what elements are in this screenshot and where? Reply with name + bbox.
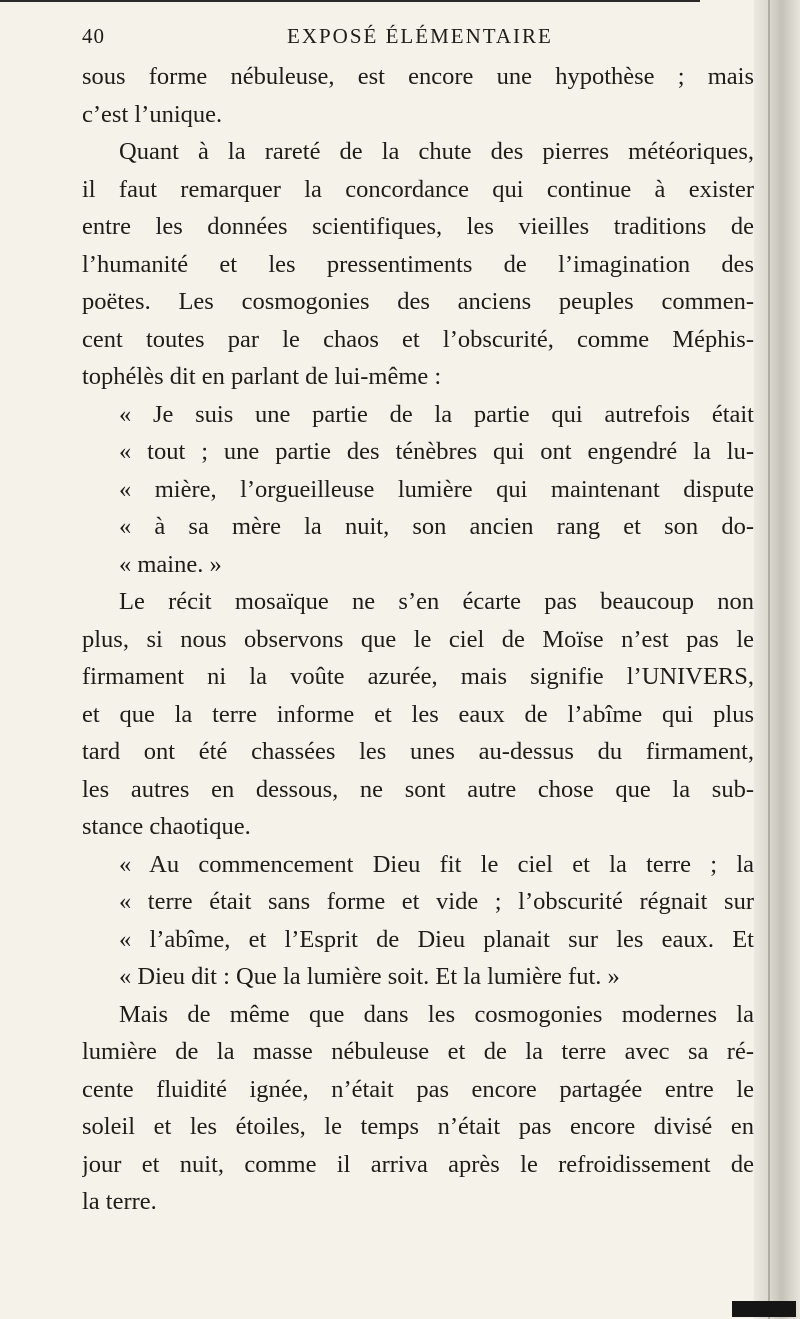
page-number: 40 xyxy=(82,24,105,48)
text-line: cent toutes par le chaos et l’obscurité, comme Méphis- xyxy=(82,325,754,353)
quote-line: « l’abîme, et l’Esprit de Dieu planait sur les eaux. Et xyxy=(119,925,754,953)
text-line: plus, si nous observons que le ciel de Moïse n’est pas le xyxy=(82,625,754,653)
text-line: Quant à la rareté de la chute des pierres météoriques, xyxy=(119,138,754,165)
text-line: sous forme nébuleuse, est encore une hypothèse ; mais xyxy=(82,63,754,90)
top-edge-rule xyxy=(0,0,700,2)
text-line: entre les données scientifiques, les vieilles traditions de xyxy=(82,213,754,240)
text-line: stance chaotique. xyxy=(82,813,251,840)
quote-line: « Au commencement Dieu fit le ciel et la terre ; la xyxy=(119,850,754,878)
text-line: tard ont été chassées les unes au-dessus du firmament, xyxy=(82,738,754,765)
text-line: firmament ni la voûte azurée, mais signifie l’UNIVERS, xyxy=(82,663,754,690)
text-line: Le récit mosaïque ne s’en écarte pas beaucoup non xyxy=(119,588,754,615)
quote-line: « Dieu dit : Que la lumière soit. Et la lumière fut. » xyxy=(119,963,620,990)
text-line: lumière de la masse nébuleuse et de la terre avec sa ré- xyxy=(82,1038,754,1065)
text-line: tophélès dit en parlant de lui-même : xyxy=(82,363,442,390)
quote-line: « terre était sans forme et vide ; l’obscurité régnait sur xyxy=(119,888,754,915)
page-gutter-shadow xyxy=(754,0,800,1319)
running-head: EXPOSÉ ÉLÉMENTAIRE xyxy=(287,24,553,48)
text-line: et que la terre informe et les eaux de l’abîme qui plus xyxy=(82,700,754,728)
quote-line: « à sa mère la nuit, son ancien rang et son do- xyxy=(119,513,754,540)
text-line: Mais de même que dans les cosmogonies modernes la xyxy=(119,1000,754,1028)
quote-line: « maine. » xyxy=(119,550,222,578)
body-text xyxy=(82,58,754,1221)
text-line: soleil et les étoiles, le temps n’était pas encore divisé en xyxy=(82,1113,754,1140)
text-line: il faut remarquer la concordance qui continue à exister xyxy=(82,175,754,203)
text-line: poëtes. Les cosmogonies des anciens peuples commen- xyxy=(82,288,754,315)
page-header xyxy=(82,24,754,54)
text-line: les autres en dessous, ne sont autre chose que la sub- xyxy=(82,775,754,803)
text-line: jour et nuit, comme il arriva après le refroidissement de xyxy=(82,1150,754,1178)
scan-corner-mark xyxy=(732,1301,796,1317)
page-edge-line xyxy=(768,0,770,1319)
text-line: l’humanité et les pressentiments de l’imagination des xyxy=(82,250,754,278)
text-line: c’est l’unique. xyxy=(82,100,223,128)
quote-line: « tout ; une partie des ténèbres qui ont engendré la lu- xyxy=(119,438,754,465)
text-line: cente fluidité ignée, n’était pas encore partagée entre le xyxy=(82,1075,754,1103)
quote-line: « mière, l’orgueilleuse lumière qui maintenant dispute xyxy=(119,475,754,503)
text-line: la terre. xyxy=(82,1188,157,1215)
quote-line: « Je suis une partie de la partie qui autrefois était xyxy=(119,400,754,428)
